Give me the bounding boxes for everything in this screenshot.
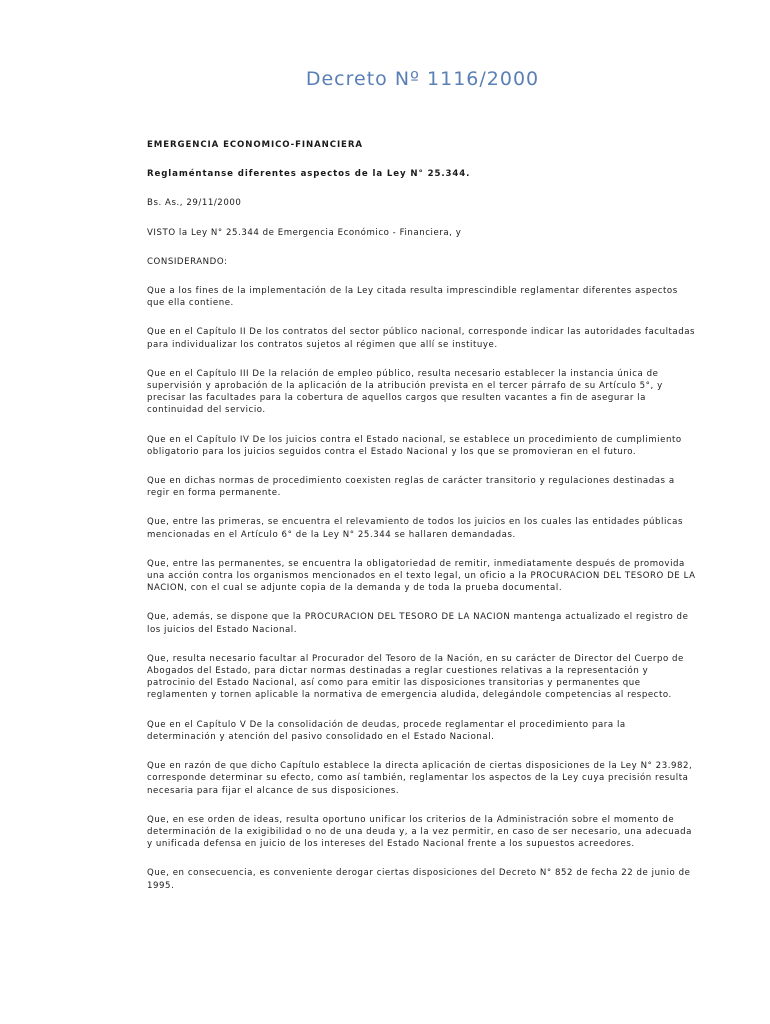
paragraph: Que, en ese orden de ideas, resulta oportuno unificar los criterios de la Administración sobre el momento de determinación de la exigibilidad o no de una deuda y, a la vez permitir, en caso de ser necesario, una adecuada y unificada defensa en juicio de los intereses del Estado Nacional frente a los supuestos acreedores. [147,814,692,850]
paragraph: Que, además, se dispone que la PROCURACION DEL TESORO DE LA NACION mantenga actualizado el registro de los juicios del Estado Nacional. [147,612,689,635]
document-title: Decreto Nº 1116/2000 [305,68,540,90]
document-heading: EMERGENCIA ECONOMICO-FINANCIERA [147,140,363,150]
paragraph: Que, entre las permanentes, se encuentra la obligatoriedad de remitir, inmediatamente después de promovida una acción contra los organismos mencionados en el texto legal, un oficio a la PROCURACION DEL TESORO DE LA NACION, con el cual se adjunte copia de la demanda y de toda la prueba documental. [147,558,696,594]
paragraph: Que en el Capítulo II De los contratos del sector público nacional, corresponde indicar las autoridades facultadas para individualizar los contratos sujetos al régimen que allí se instituye. [147,327,696,350]
paragraph: Que a los fines de la implementación de la Ley citada resulta imprescindible reglamentar diferentes aspectos que ella contiene. [147,286,678,309]
document-subheading: Reglaméntanse diferentes aspectos de la Ley N° 25.344. [147,169,471,180]
paragraph: Que, entre las primeras, se encuentra el relevamiento de todos los juicios en los cuales las entidades públicas mencionadas en el Artículo 6° de la Ley N° 25.344 se hallaren demandadas. [147,517,684,540]
date-line: Bs. As., 29/11/2000 [147,198,242,209]
paragraph: Que en el Capítulo IV De los juicios contra el Estado nacional, se establece un procedimiento de cumplimiento obligatorio para los juicios seguidos contra el Estado Nacional y los que se promovieran en el futuro. [147,434,682,457]
considerando-label: CONSIDERANDO: [147,256,228,267]
paragraph: Que en dichas normas de procedimiento coexisten reglas de carácter transitorio y regulaciones destinadas a regir en forma permanente. [147,476,675,499]
paragraph: Que en razón de que dicho Capítulo establece la directa aplicación de ciertas disposiciones de la Ley N° 23.982, corresponde determinar su efecto, como así también, reglamentar los aspectos de la Ley cuya precisión resulta necesaria para fijar el alcance de sus disposiciones. [147,761,693,796]
paragraph: Que en el Capítulo V De la consolidación de deudas, procede reglamentar el procedimiento para la determinación y atención del pasivo consolidado en el Estado Nacional. [147,719,626,742]
paragraph: Que en el Capítulo III De la relación de empleo público, resulta necesario establecer la instancia única de supervisión y aprobación de la aplicación de la atribución prevista en el tercer párrafo de su Artículo 5°, y precisar las facultades para la cobertura de aquellos cargos que resulten vacantes a fin de asegurar la continuidad del servicio. [147,368,663,416]
paragraph: Que, resulta necesario facultar al Procurador del Tesoro de la Nación, en su carácter de Director del Cuerpo de Abogados del Estado, para dictar normas destinadas a reglar cuestiones relativas a la representación y patrocinio del Estado Nacional, así como para emitir las disposiciones transitorias y permanentes que reglamenten y tornen aplicable la normativa de emergencia aludida, delegándole competencias al respecto. [147,653,684,701]
document-body [147,139,697,909]
visto-paragraph: VISTO la Ley N° 25.344 de Emergencia Económico - Financiera, y [147,227,462,238]
paragraph: Que, en consecuencia, es conveniente derogar ciertas disposiciones del Decreto N° 852 de fecha 22 de junio de 1995. [147,868,691,891]
